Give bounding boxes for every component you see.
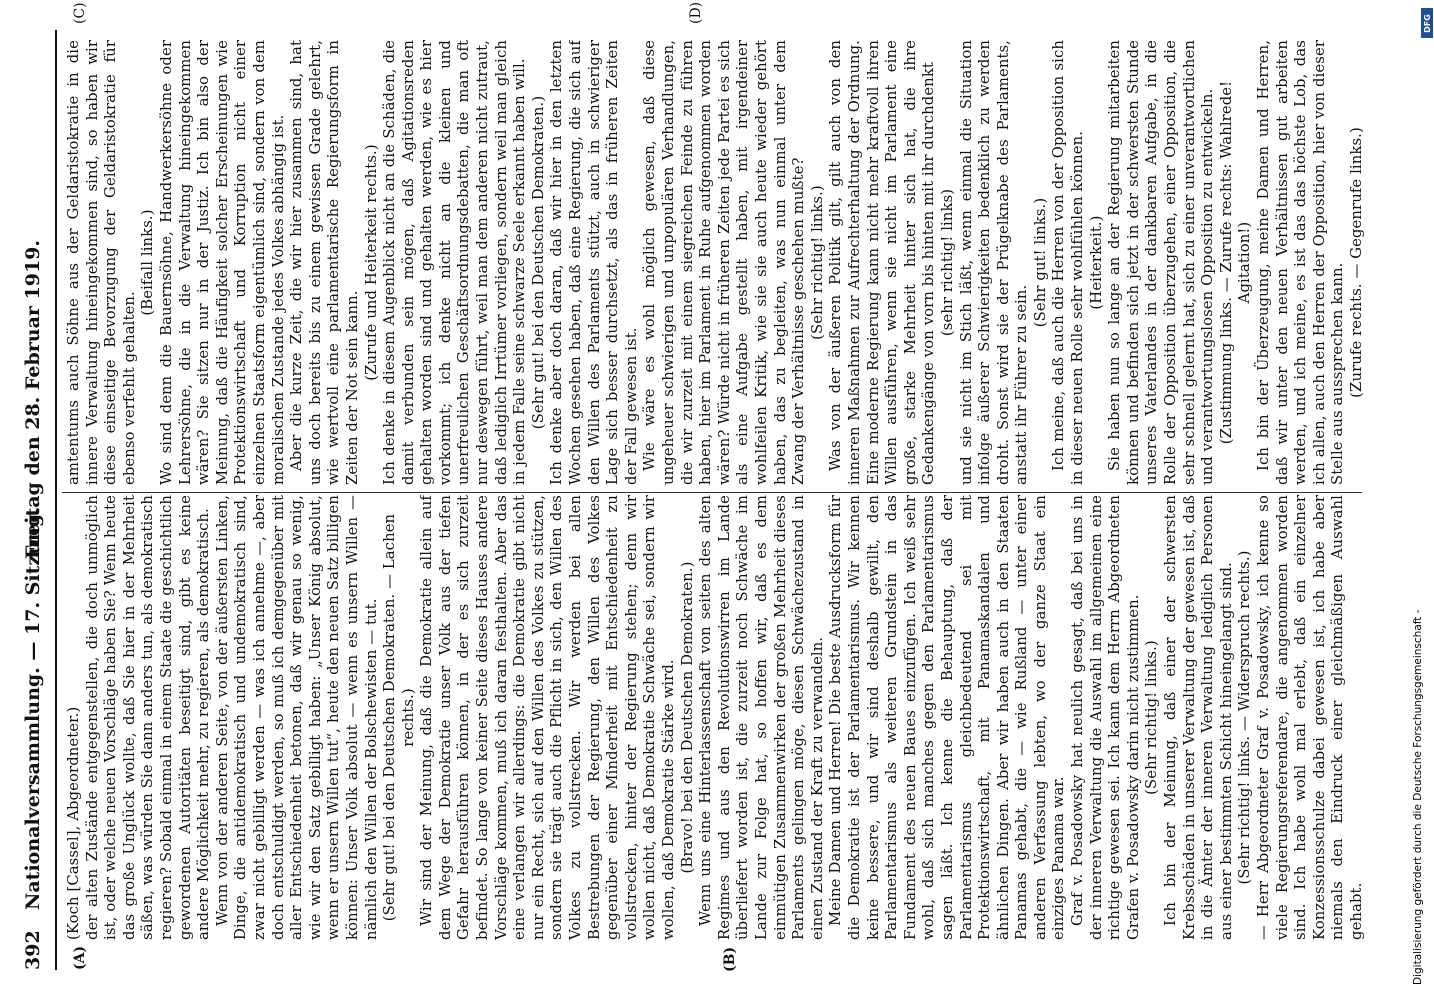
right-text-column bbox=[65, 40, 1365, 485]
speech-paragraph: Ich bin der Überzeugung, meine Damen und Herren, daß wir unter den neuen Verhältnissen gut arbeiten werden, und ich meine, es ist das das höchste Lob, das ich allen, auch den Herren der Opposition, hier von dieser Stelle aus aussprechen kann. bbox=[1255, 40, 1347, 485]
speech-paragraph: Wie wäre es wohl möglich gewesen, daß diese ungeheuer schwierigen und unpopulären Verhandlungen, die wir zurzeit mit einem siegreichen Feinde zu führen haben, hier im Parlament in Ruhe aufgenommen worden wären? Würde nicht in früheren Zeiten jede Partei es sich als eine Aufgabe gestellt haben, mit irgendeiner wohlfeilen Kritik, wie sie sie auch heute wieder gehört haben, das zu begleiten, was nun einmal unter dem Zwang der Verhältnisse geschehen mußte? bbox=[641, 40, 808, 485]
header-date: Freitag den 28. Februar 1919. bbox=[22, 240, 44, 560]
speech-paragraph: Wo sind denn die Bauernsöhne, Handwerkersöhne oder Lehrersöhne, die in die Verwaltung hineingekommen wären? Sie sitzen nur in der Justiz. Ich bin also der Meinung, daß die Häufigkeit solcher Erscheinungen wie Protektionswirtschaft und Korruption nicht einer einzelnen Staatsform eigentümlich sind, sondern von dem moralischen Zustande jedes Volkes abhängig ist. bbox=[157, 40, 287, 485]
speech-paragraph: und sie nicht im Stich läßt, wenn einmal die Situation infolge äußerer Schwierigkeiten bedenklich zu werden droht. Sonst wird sie der Prügelknabe des Parlaments, anstatt ihr Führer zu sein. bbox=[957, 40, 1031, 485]
speech-paragraph: Aber die kurze Zeit, die wir hier zusammen sind, hat uns doch bereits bis zu einem gewissen Grade gelehrt, wie wertvoll eine parlamentarische Regierungsform in Zeiten der Not sein kann. bbox=[288, 40, 361, 485]
speech-paragraph: Wenn von der anderen Seite, von der äußersten Linken, Dinge, die antidemokratisch und undemokratisch sind, zwar nicht gebilligt werden — was ich annehme —, aber doch entschuldigt werden, so muß ich demgegenüber mit aller Entschiedenheit betonen, daß wir genau so wenig, wie wir den Satz gebilligt haben: „Unser König absolut, wenn er unsern Willen tut“, heute den neuen Satz billigen können: Unser Volk absolut — wenn es unsern Willen — nämlich den Willen der Bolschewisten — tut. bbox=[213, 495, 380, 940]
speech-paragraph: (Koch [Cassel], Abgeordneter.) bbox=[65, 706, 82, 940]
header-rule bbox=[55, 30, 57, 970]
speech-paragraph: Meine Damen und Herren! Die beste Ausdrucksform für die Demokratie ist der Parlamentarismus. Wir kennen keine bessere, und wir sind deshalb gewillt, den Parlamentarismus als weiteren Grundstein in das Fundament des neuen Baues einzufügen. Ich weiß sehr wohl, daß sich manches gegen den Parlamentarismus sagen läßt. Ich kenne die Behauptung, daß der Parlamentarismus gleichbedeutend sei mit Protektionswirtschaft, mit Panamaskandalen und ähnlichen Dingen. Aber wir haben auch in den Staaten Panamas gehabt, die — wie Rußland — unter einer anderen Verfassung lebten, wo der ganze Staat ein einziges Panama war. bbox=[827, 495, 1068, 940]
interjection-paragraph: (Zurufe und Heiterkeit rechts.) bbox=[362, 144, 380, 381]
page-header bbox=[22, 30, 52, 970]
speech-paragraph: Was von der äußeren Politik gilt, gilt auch von den inneren Maßnahmen zur Aufrechterhaltung der Ordnung. Eine moderne Regierung kann nicht mehr kraftvoll ihren Willen ausführen, wenn sie nicht im Parlament eine große, starke Mehrheit hinter sich hat, die ihre Gedankengänge von vorn bis hinten mit ihr durchdenkt bbox=[827, 40, 938, 485]
speech-paragraph: Ich meine, daß auch die Herren von der Opposition sich in dieser neuen Rolle sehr wohlfühlen können. bbox=[1050, 40, 1087, 485]
speech-paragraph: Wir sind der Meinung, daß die Demokratie allein auf dem Wege der Demokratie unser Volk aus der tiefen Gefahr herausführen können, in der es sich zurzeit befindet. So lange von keiner Seite dieses Hauses andere Vorschläge kommen, muß ich daran festhalten. Aber das eine verlangen wir allerdings: die Demokratie gibt nicht nur ein Recht, sich auf den Willen des Volkes zu stützen, sondern sie trägt auch die Pflicht in sich, den Willen des Volkes zu vollstrecken. Wir werden bei allen Bestrebungen der Regierung, den Willen des Volkes gegenüber einer Minderheit mit Entschiedenheit zu vollstrecken, hinter der Regierung stehen; denn wir wollen nicht, daß Demokratie Schwäche sei, sondern wir wollen, daß Demokratie Stärke wird. bbox=[418, 495, 677, 940]
interjection-paragraph: (Sehr gut! bei den Deutschen Demokraten. — Lachen rechts.) bbox=[381, 513, 417, 922]
page-number: 392 bbox=[22, 930, 44, 970]
speech-paragraph: Ich denke aber doch daran, daß wir hier in den letzten Wochen gesehen haben, daß eine Regierung, die sich auf den Willen des Parlaments stützt, auch in schwieriger Lage sich besser durchsetzt, als das in früheren Zeiten der Fall gewesen ist. bbox=[548, 40, 640, 485]
speech-paragraph: Sie haben nun so lange an der Regierung mitarbeiten können und befinden sich jetzt in der schwersten Stunde unseres Vaterlandes in der dankbaren Aufgabe, in die Rolle der Opposition überzugehen, einer Opposition, die sehr schnell gelernt hat, sich zu einer unverantwortlichen und verantwortungslosen Opposition zu entwickeln. bbox=[1106, 40, 1217, 485]
margin-marker-c: (C) bbox=[72, 2, 88, 24]
interjection-paragraph: (Zustimmung links. — Zurufe rechts: Wahlrede! Agitation!) bbox=[1217, 80, 1254, 445]
margin-marker-a: (A) bbox=[72, 945, 88, 970]
interjection-paragraph: (Sehr richtig! links.) bbox=[808, 185, 826, 340]
margin-marker-b: (B) bbox=[722, 946, 738, 972]
interjection-paragraph: (sehr richtig! links) bbox=[938, 188, 956, 337]
left-text-column bbox=[65, 495, 1365, 940]
speech-paragraph: der alten Zustände entgegenstellen, die doch unmöglich ist, oder welche neuen Vorschläge haben Sie? Wenn heute das große Unglück wollte, daß Sie hier in der Mehrheit säßen, was würden Sie dann anders tun, als demokratisch regieren? Sobald einmal in einem Staate die geschichtlich gewordenen Autoritäten beseitigt sind, gibt es keine andere Möglichkeit mehr, zu regieren, als demokratisch. bbox=[83, 495, 213, 940]
speech-paragraph: Ich denke in diesem Augenblick nicht an die Schäden, die damit verbunden sein mögen, daß Agitationsreden gehalten worden sind und gehalten werden, wie es hier vorkommt; ich denke nicht an die kleinen und unerfreulichen Geschäftsordnungsdebatten, die man oft nur deswegen führt, weil man dem anderen nicht zutraut, daß lediglich Irrtümer vorliegen, sondern weil man gleich in jedem Falle seine schwarze Seele erkannt haben will. bbox=[381, 40, 529, 485]
interjection-paragraph: (Sehr richtig! links. — Widerspruch rechts.) bbox=[1236, 550, 1254, 885]
header-session-title: Nationalversammlung. — 17. Sitzung. bbox=[22, 507, 44, 910]
column-divider bbox=[62, 492, 1362, 493]
interjection-paragraph: (Beifall links.) bbox=[139, 209, 157, 316]
digitization-credit: Digitalisierung gefördert durch die Deutsche Forschungsgemeinschaft - bbox=[1412, 609, 1424, 985]
speech-paragraph: Wenn uns eine Hinterlassenschaft von seiten des alten Regimes und aus den Revolutionswirren im Lande überliefert worden ist, die zurzeit noch Schwäche im Lande zur Folge hat, so hoffen wir, daß es dem einmütigen Zusammenwirken der großen Mehrheit dieses Parlaments gelingen möge, diesen Schwächezustand in einen Zustand der Kraft zu verwandeln. bbox=[697, 495, 826, 940]
interjection-paragraph: (Sehr gut! links.) bbox=[1031, 197, 1049, 328]
interjection-paragraph: (Zurufe rechts. — Gegenrufe links.) bbox=[1347, 127, 1365, 398]
interjection-paragraph: (Heiterkeit.) bbox=[1087, 215, 1105, 310]
speech-paragraph: Graf v. Posadowsky hat neulich gesagt, daß bei uns in der inneren Verwaltung die Auswahl im allgemeinen eine richtige gewesen sei. Ich kann dem Herrn Abgeordneten Grafen v. Posadowsky darin nicht zustimmen. bbox=[1069, 495, 1142, 940]
interjection-paragraph: (Sehr gut! bei den Deutschen Demokraten.) bbox=[529, 95, 547, 430]
speech-paragraph: — Herr Abgeordneter Graf v. Posadowsky, ich kenne so viele Regierungsreferendare, die angenommen worden sind. Ich habe wohl mal erlebt, daß ein einzelner Konzessionsschulze dabei gewesen ist, ich habe aber niemals den Eindruck einer gleichmäßigen Auswahl gehabt. bbox=[1255, 495, 1365, 940]
dfg-logo-badge bbox=[1421, 8, 1433, 38]
speech-paragraph: Ich bin der Meinung, daß einer der schwersten Krebsschäden in unserer Verwaltung der gewesen ist, daß in die Ämter der inneren Verwaltung lediglich Personen aus einer bestimmten Schicht hineingelangt sind. bbox=[1162, 495, 1235, 940]
speech-paragraph: amtentums auch Söhne aus der Geldaristokratie in die innere Verwaltung hineingekommen sind, so haben wir diese einseitige Bevorzugung der Geldaristokratie für ebenso verfehlt gehalten. bbox=[65, 40, 138, 485]
dfg-badge-label: DFG bbox=[1422, 13, 1432, 33]
margin-marker-d: (D) bbox=[688, 1, 704, 24]
interjection-paragraph: (Bravo! bei den Deutschen Demokraten.) bbox=[678, 561, 696, 874]
interjection-paragraph: (Sehr richtig! links.) bbox=[1143, 640, 1161, 795]
